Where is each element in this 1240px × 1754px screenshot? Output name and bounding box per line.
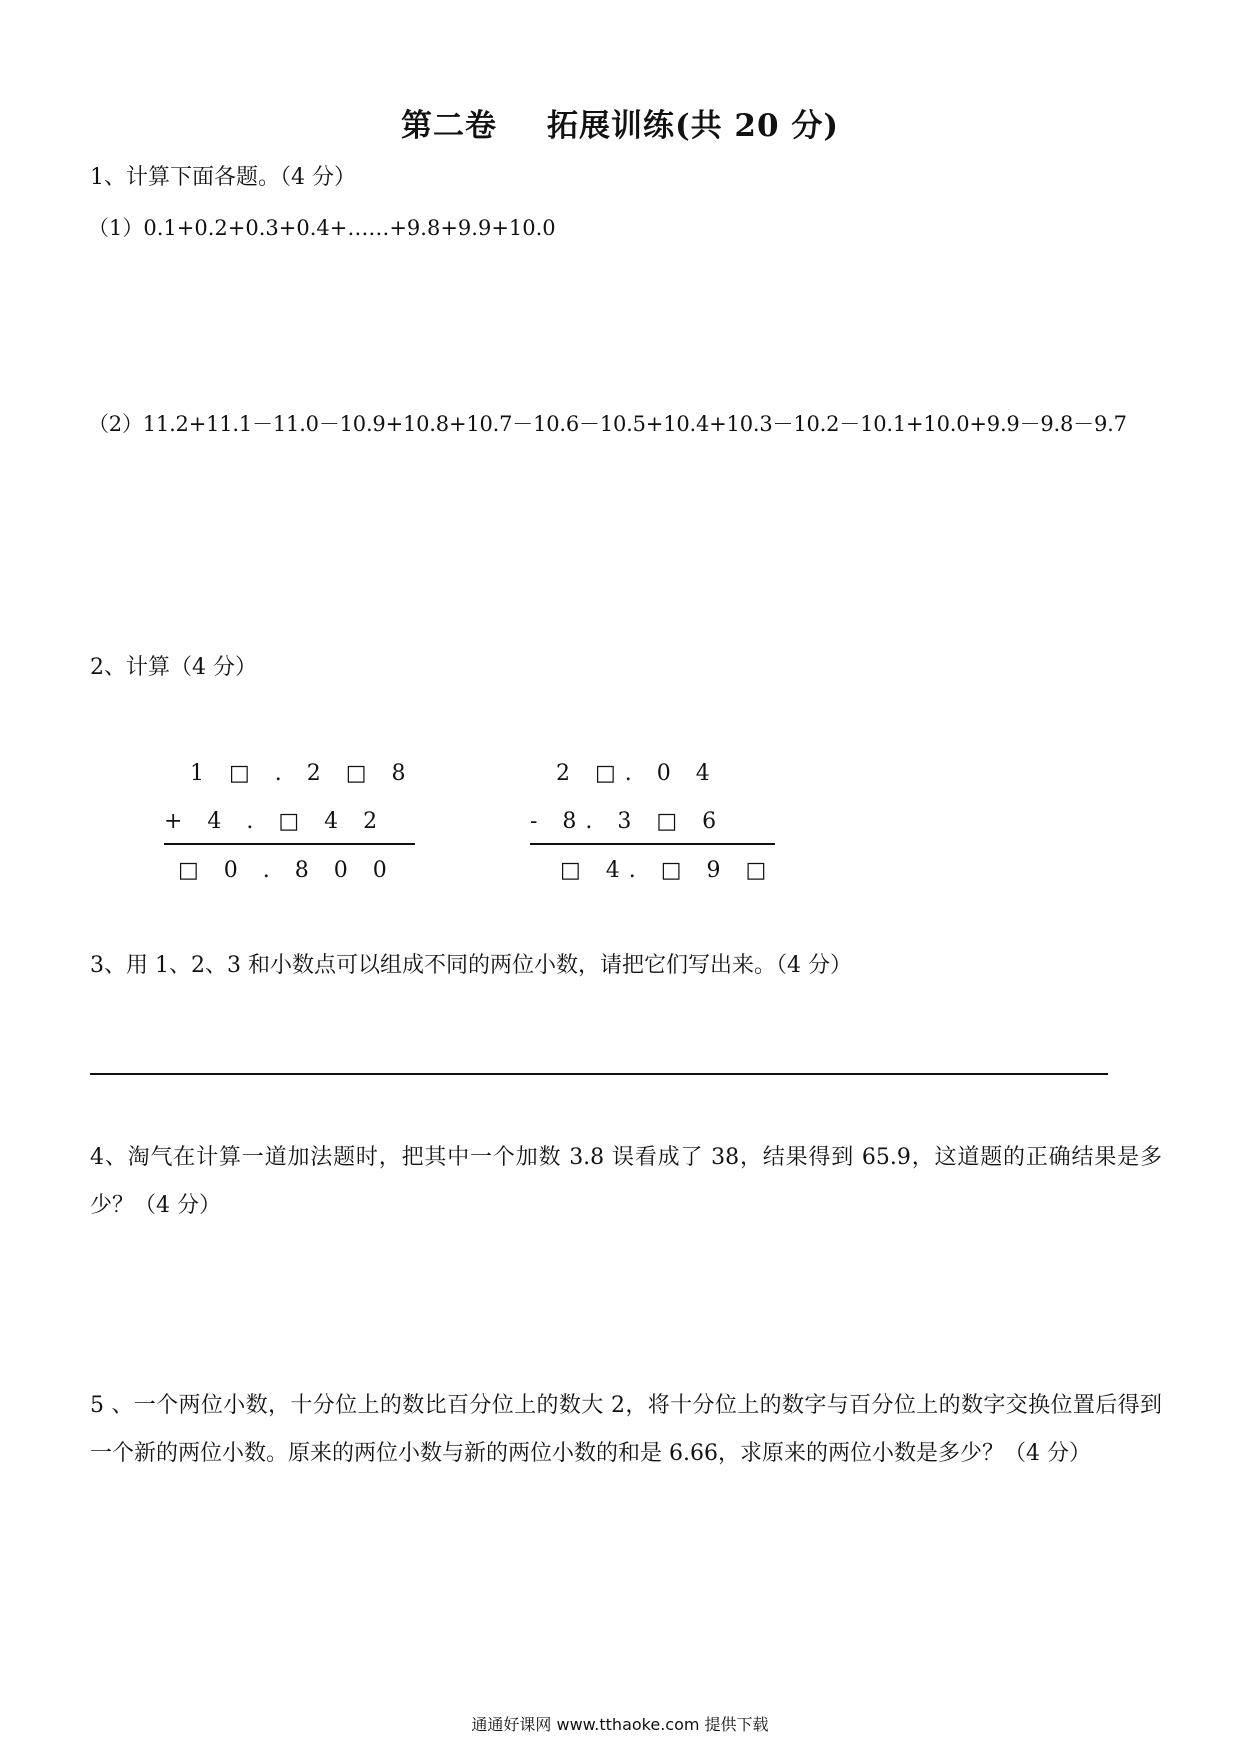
page-title [0,100,1240,145]
addition-row-1: 1 □ . 2 □ 8 [190,761,415,786]
vertical-subtraction [530,752,775,893]
addition-row-3: □ 0 . 8 0 0 [178,858,396,883]
question-5: 5 、一个两位小数，十分位上的数比百分位上的数大 2，将十分位上的数字与百分位上的数字交换位置后得到一个新的两位小数。原来的两位小数与新的两位小数的和是 6.66，求原来的两位小数是多少？（4 分） [90,1393,1162,1466]
subtraction-row-2: - 8. 3 □ 6 [530,800,775,845]
question-1-heading: 1、计算下面各题。（4 分） [90,165,356,190]
question-1-item-2: （2）11.2+11.1－11.0－10.9+10.8+10.7－10.6－10.5+10.4+10.3－10.2－10.1+10.0+9.9－9.8－9.7 [88,412,1127,436]
question-1-item-1: （1）0.1+0.2+0.3+0.4+……+9.8+9.9+10.0 [88,216,556,240]
title-part: 第二卷 [400,108,497,144]
vertical-addition [164,752,415,893]
subtraction-row-3: □ 4. □ 9 □ [560,858,776,883]
title-name: 拓展训练(共 20 分) [546,108,840,144]
addition-row-2: + 4 . □ 4 2 [164,800,415,845]
footer-source: 通通好课网 www.tthaoke.com 提供下载 [471,1715,769,1734]
question-2-heading: 2、计算（4 分） [90,655,257,680]
answer-line [90,1073,1108,1075]
subtraction-row-1: 2 □. 0 4 [556,761,719,786]
question-3-heading: 3、用 1、2、3 和小数点可以组成不同的两位小数，请把它们写出来。（4 分） [90,953,852,978]
question-4: 4、淘气在计算一道加法题时，把其中一个加数 3.8 误看成了 38，结果得到 65.9，这道题的正确结果是多少？（4 分） [90,1145,1162,1218]
